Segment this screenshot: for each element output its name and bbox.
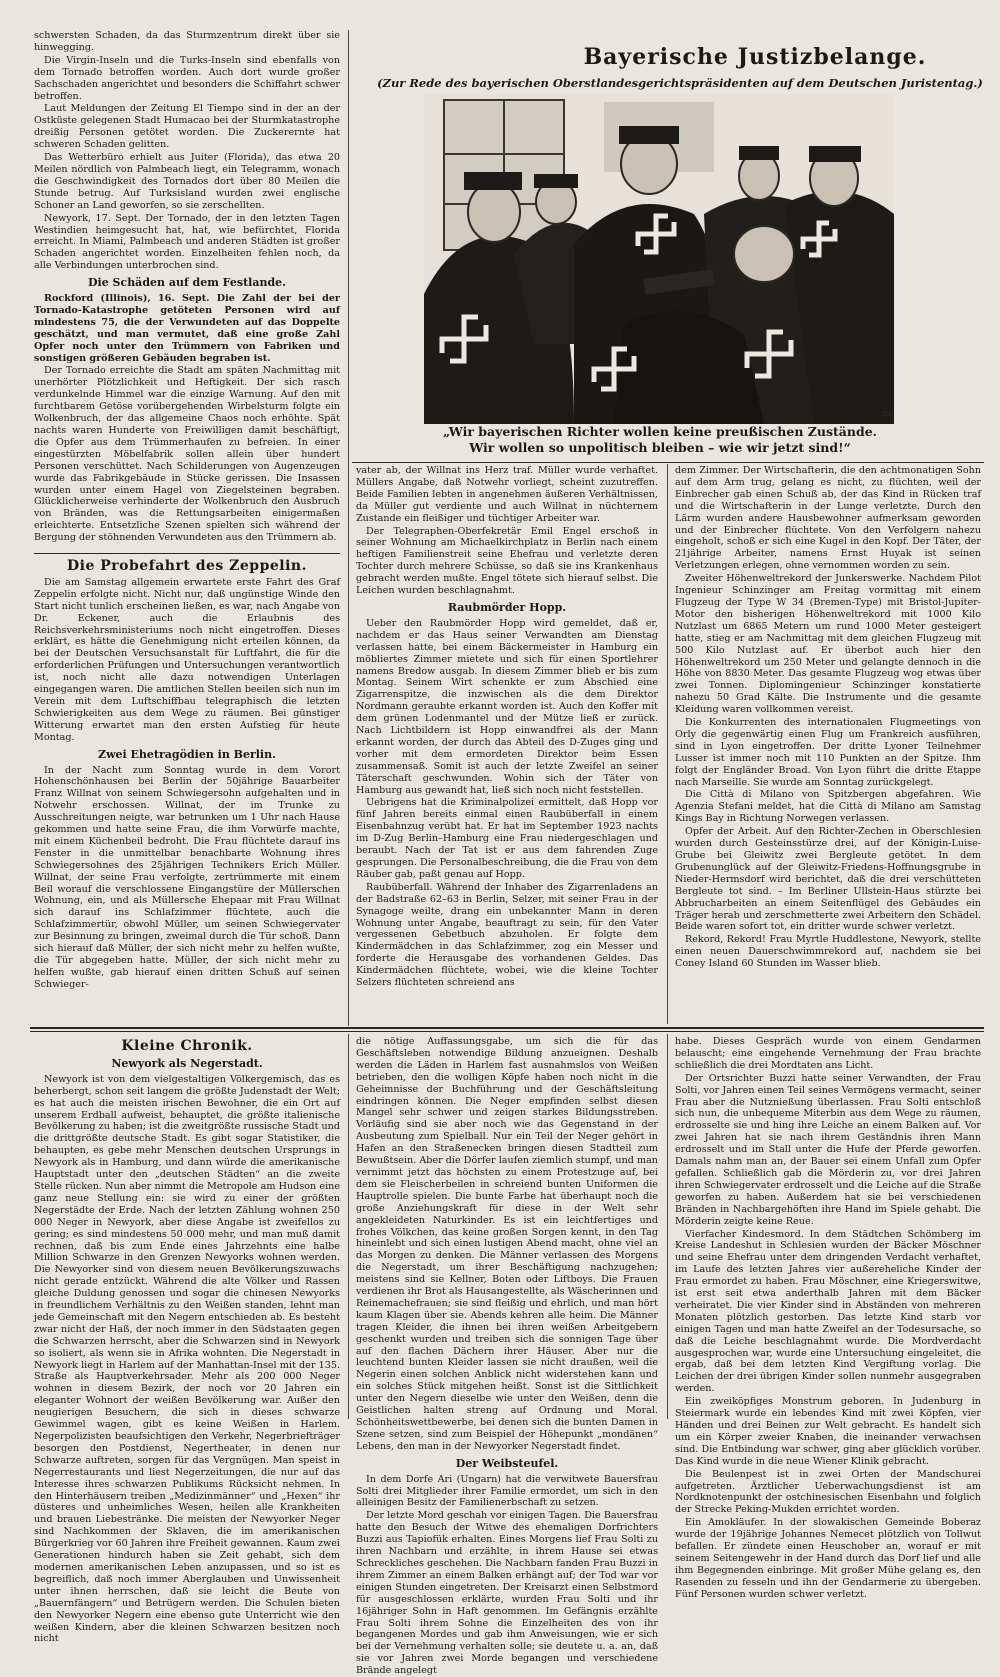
article-text: Rekord, Rekord! Frau Myrtle Huddlestone, Newyork, stellte einen neuen Dauerschwimmrekord auf, nachdem sie bei Coney Island 60 Stunden im Wasser blieb. <box>675 934 981 970</box>
article-text: Ein zweiköpfiges Monstrum geboren. In Judenburg in Steiermark wurde ein lebendes Kind mit zwei Köpfen, vier Händen und drei Beinen zur Welt gebracht. Es handelt sich um ein Körper zweier Knaben, die ineinander verwachsen sind. Die Entbindung war schwer, ging aber glücklich vorüber. Das Kind wurde in die neue Wiener Klinik gebracht. <box>675 1396 981 1467</box>
article-text: Laut Meldungen der Zeitung El Tiempo sind in der an der Ostküste gelegenen Stadt Humacao bei der Sturmkatastrophe dreißig Personen getötet worden. Die Zuckerernte hat schweren Schaden gelitten. <box>34 103 340 151</box>
column-bottom-right <box>675 1036 981 1600</box>
article-text: Die Konkurrenten des internationalen Flugmeetings von Orly die gegenwärtig einen Flug um Frankreich ausführen, sind in Lyon eingetroffen. Der dritte Lyoner Teilnehmer Lusser ist immer noch mit 110 Punkten an der Spitze. Ihm folgt der Engländer Broad. Von Lyon führt die dritte Etappe nach Marseille. Sie wurde am Sonntag zurückgelegt. <box>675 717 981 788</box>
divider <box>34 553 340 554</box>
article-text: Die am Samstag allgemein erwartete erste Fahrt des Graf Zeppelin erfolgte nicht. Nicht nur, daß ungünstige Winde den Start nicht tunlich erscheinen ließen, es war, nach Angabe von Dr. Eckener, auch die Erlaubnis des Reichsverkehrsministeriums noch nicht eingetroffen. Dieses erklärt, es hätte die Genehmigung nicht erteilen können, da bei der Deutschen Versuchsanstalt für Luftfahrt, die für die erforderlichen Prüfungen und Untersuchungen verantwortlich ist, noch nicht alle dazu notwendigen Unterlagen eingegangen waren. Die amtlichen Stellen beeilen sich nun im Verein mit dem Luftschiffbau telegraphisch die letzten Schwierigkeiten aus dem Wege zu räumen. Bei günstiger Witterung erwartet man den ersten Aufstieg für heute Montag. <box>34 576 340 743</box>
cartoon-illustration <box>424 94 894 424</box>
column-divider <box>667 464 668 1024</box>
svg-text:mj: mj <box>882 409 894 419</box>
article-text: In dem Dorfe Ari (Ungarn) hat die verwitwete Bauersfrau Solti drei Mitglieder ihrer Familie ermordet, um sich in den alleinigen Besitz der Familienerbschaft zu setzen. <box>356 1473 658 1509</box>
section-heading: Der Weibsteufel. <box>455 1456 559 1470</box>
article-text: dem Zimmer. Der Wirtschafterin, die den achtmonatigen Sohn auf dem Arm trug, gelang es nicht, zu flüchten, weil der Einbrecher gab einen Schuß ab, der das Kind in Rücken traf und die Wirtschafterin in der Lunge verletzte. Durch den Lärm wurden andere Hausbewohner aufmerksam geworden und der Einbrecher flüchtete. Von den Verfolgern nahezu eingeholt, schoß er sich eine Kugel in den Kopf. Der Täter, der 21jährige Arbeiter, namens Ernst Huyak ist seinen Verletzungen erlegen, ohne vernommen worden zu sein. <box>675 465 981 572</box>
article-text: In der Nacht zum Sonntag wurde in dem Vorort Hohenschönhausen bei Berlin der 50jährige Bauarbeiter Franz Willnat von seinem Schwiegersohn aufgehalten und in Notwehr erschossen. Willnat, der im Trunke zu Ausschreitungen neigte, war betrunken um 1 Uhr nach Hause gekommen und hatte seine Frau, die ihm Vorwürfe machte, mit einem Küchenbeil bedroht. Die Frau flüchtete darauf ins Fenster in die unmittelbar benachbarte Wohnung ihres Schwiegersohnes des 25jährigen Technikers Erich Müller. Willnat, der seine Frau verfolgte, zertrümmerte mit einem Beil worauf die verschlossene Eingangstüre der Müllerschen Wohnung, ein, und als Müllersche Ehepaar mit Frau Willnat sich darauf ins Schlafzimmer flüchtete, auch die Schlafzimmertür, obwohl Müller, um seinen Schwiegervater zur Besinnung zu bringen, zweimal durch die Tür schoß. Dann sich hierauf daß Müller, der sich nicht mehr zu helfen wußte, die Tür abgegeben hatte. Müller, der sich nicht mehr zu helfen wußte, gab hierauf einen dritten Schuß auf seinen Schwieger- <box>34 764 340 990</box>
column-bottom-left <box>34 1036 340 1645</box>
article-text: Der Telegraphen-Oberfekretär Emil Engel erschoß in seiner Wohnung am Michaelkirchplatz in Berlin nach einem heftigen Familienstreit seine Ehefrau und verletzte deren Tochter durch mehrere Schüsse, so daß sie ins Krankenhaus gebracht werden mußte. Engel tötete sich hierauf selbst. Die Leichen wurden beschlagnahmt. <box>356 525 658 597</box>
column-mid-left <box>34 556 340 1024</box>
article-text: Rockford (Illinois), 16. Sept. Die Zahl der bei der Tornado-Katastrophe getöteten Personen wird auf mindestens 75, die der Verwundeten auf das Doppelte geschätzt, und man vermutet, daß eine große Zahl Opfer noch unter den Trümmern von Fabriken und sonstigen größeren Gebäuden begraben ist. <box>34 293 340 364</box>
section-heading: Zwei Ehetragödien in Berlin. <box>98 747 276 761</box>
column-mid-right <box>675 465 981 1020</box>
article-text: Opfer der Arbeit. Auf den Richter-Zechen in Oberschlesien wurden durch Gesteinsstürze drei, auf der Königin-Luise-Grube bei Gleiwitz zwei Bergleute getötet. In dem Grubenunglück auf der Gleiwitz-Friedens-Hoffnungsgrube in Nieder-Hermsdorf wird berichtet, daß die drei verschütteten Bergleute tot sind. – Im Berliner Ullstein-Haus stürzte bei Abbrucharbeiten an einem Seitenflügel des Gebäudes ein Träger herab und zerschmetterte zwei Arbeitern den Schädel. Beide waren sofort tot, ein dritter wurde schwer verletzt. <box>675 826 981 933</box>
article-text: schwersten Schaden, da das Sturmzentrum direkt über sie hinwegging. <box>34 30 340 53</box>
article-text: Uebrigens hat die Kriminalpolizei ermittelt, daß Hopp vor fünf Jahren bereits einmal einen Raubüberfall in einem Eisenbahnzug verübt hat. Er hat im September 1923 nachts im D-Zug Berlin–Hamburg eine Frau niedergeschlagen und beraubt. Nach der Tat ist er aus dem fahrenden Zuge gesprungen. Die Personalbeschreibung, die die Frau von dem Räuber gab, paßt genau auf Hopp. <box>356 797 658 880</box>
article-text: Der Ortsrichter Buzzi hatte seiner Verwandten, der Frau Solti, vor Jahren einen Teil seines Vermögens vermacht, seiner Frau aber die Nutznießung überlassen. Frau Solti entschloß sich nun, die unbequeme Miterbin aus dem Wege zu räumen, erdrosselte sie und hing ihre Leiche an einem Balken auf. Vor zwei Jahren hat sie nach ihrem Geständnis ihren Mann erdrosselt und im Stall unter die Hufe der Pferde geworfen. Damals nahm man an, der Bauer sei einem Unfall zum Opfer gefallen. Schließlich gab die Mörderin zu, vor drei Jahren ihren Schwiegervater erdrosselt und die Leiche auf die Straße geworfen zu haben. Außerdem hat sie bei verschiedenen Bränden in Nachbargehöften ihre Hand im Spiele gehabt. Die Mörderin zeigte keine Reue. <box>675 1072 981 1227</box>
column-top-left <box>34 30 340 552</box>
divider <box>352 462 984 463</box>
article-text: Newyork, 17. Sept. Der Tornado, der in den letzten Tagen Westindien heimgesucht hat, hat, wie befürchtet, Florida erreicht. In Miami, Palmbeach und anderen Städten ist großer Schaden angerichtet worden. Einzelheiten fehlen noch, da alle Verbindungen unterbrochen sind. <box>34 212 340 272</box>
article-text: Ein Amokläufer. In der slowakischen Gemeinde Boberaz wurde der 19jährige Johannes Nemecet plötzlich von Tollwut befallen. Er zündete einen Heuschober an, worauf er mit seinem Seitengewehr in der Hand durch das Dorf lief und alle ihm Begegnenden einbringe. Mit großer Mühe gelang es, den Rasenden zu fesseln und ihn der Gendarmerie zu übergeben. Fünf Personen wurden schwer verletzt. <box>675 1517 981 1600</box>
section-heading: Die Schäden auf dem Festlande. <box>88 276 286 290</box>
article-text: Vierfacher Kindesmord. In dem Städtchen Schömberg im Kreise Landeshut in Schlesien wurden der Bäcker Möschner und seine Ehefrau unter dem dringenden Verdacht verhaftet, im Laufe des letzten Jahres vier außereheliche Kinder der Frau ermordet zu haben. Frau Möschner, eine Kriegerswitwe, ist erst seit etwa anderthalb Jahren mit dem Bäcker verheiratet. Die vier Kinder sind in Abständen von mehreren Monaten plötzlich gestorben. Das letzte Kind starb vor einigen Tagen und man hatte Zweifel an der Todesursache, so daß die Leiche beschlagnahmt wurde. Die Mordverdacht ausgesprochen war, wurde eine Untersuchung eingeleitet, die ergab, daß bei dem letzten Kind Vergiftung vorlag. Die Leichen der drei übrigen Kinder sollen nunmehr ausgegraben werden. <box>675 1228 981 1395</box>
article-text: Newyork ist von dem vielgestaltigen Völkergemisch, das es beherbergt, schon seit langem die größte Judenstadt der Welt; es hat auch die meisten irischen Bewohner, die ein Ort auf unserem Erdball aufweist, behauptet, die größte italienische Bevölkerung zu haben; ist die zweitgrößte russische Stadt und die drittgrößte deutsche Stadt. Es gibt sogar Statistiker, die behaupten, es gebe mehr Menschen deutschen Ursprungs in Newyork als in Hamburg, und dann würde die amerikanische Hauptstadt unter den „deutschen Städten“ an die zweite Stelle rücken. Nun aber nimmt die Metropole am Hudson eine ganz neue Stellung ein: sie wird zu einer der größten Negerstädte der Erde. Nach der letzten Zählung wohnen 250 000 Neger in Newyork, aber diese Angabe ist zweifellos zu gering; es sind mindestens 50 000 mehr, und man muß damit rechnen, daß bis zum Ende eines Jahrzehnts eine halbe Million Schwarze in den Grenzen Newyorks wohnen werden. Die Newyorker sind von diesem neuen Bevölkerungszuwachs nicht gerade entzückt. Während die alte Völker und Rassen gleiche Duldung genossen und sogar die chinesen Newyorks in freundlichem Verhältnis zu den Weißen standen, lehnt man jede Gemeinschaft mit den Negern entschieden ab. Es besteht zwar nicht der Haß, der noch immer in den Südstaaten gegen die Schwarzen herrscht, aber die Schwarzen sind in Newyork so isoliert, als wenn sie in Afrika wohnten. Die Negerstadt in Newyork liegt in Harlem auf der Manhattan-Insel mit der 135. Straße als Hauptverkehrsader. Mehr als 200 000 Neger wohnen in diesem Bezirk, der noch vor 20 Jahren ein eleganter Wohnort der weißen Bevölkerung war. Außer den neugierigen Besuchern, die sich in dieses schwarze Gewimmel wagen, gibt es keine Weißen in Harlem. Negerpolizisten beaufsichtigen den Verkehr, Negerbriefträger besorgen den Postdienst, Negertheater, in denen nur Schwarze auftreten, sorgen für das Vergnügen. Man speist in Negerrestaurants und liest Negerzeitungen, die nur auf das Interesse ihres schwarzen Publikums Rücksicht nehmen. In den Hinterhäusern treiben „Medizinmänner“ und „Hexen“ ihr düsteres und unheimliches Wesen, heilen alle Krankheiten und brauen Liebestränke. Die meisten der Newyorker Neger sind Nachkommen der Sklaven, die im amerikanischen Bürgerkrieg vor 60 Jahren ihre Freiheit gewannen. Kaum zwei Generationen hindurch haben sie Zeit gehabt, sich dem modernen amerikanischen Leben anzupassen, und so ist es begreiflich, daß noch immer Aberglauben und Unwissenheit unter ihnen herrschen, daß sie leicht die Beute von „Bauernfängern“ und Betrügern werden. Die Schulen bieten den Newyorker Negern eine ebenso gute Unterricht wie den weißen Kindern, aber die kleinen Schwarzen besitzen noch nicht <box>34 1073 340 1645</box>
section-heading: Raubmörder Hopp. <box>447 600 567 614</box>
article-text: Die Virgin-Inseln und die Turks-Inseln sind ebenfalls von dem Tornado betroffen worden. Auch dort wurde großer Sachschaden angerichtet und besonders die Schiffahrt schwer betroffen. <box>34 54 340 102</box>
column-divider <box>348 30 349 1026</box>
article-text: Zweiter Höhenweltrekord der Junkerswerke. Nachdem Pilot Ingenieur Schinzinger am Freitag vormittag mit einem Flugzeug der Type W 34 (Bremen-Type) mit Bristol-Jupiter-Motor den bisherigen Höhenweltrekord mit 1000 Kilo Nutzlast um 6865 Metern um rund 1000 Meter gesteigert hatte, stieg er am Nachmittag mit dem gleichen Flugzeug mit 500 Kilo Nutzlast auf. Er überbot auch hier den Höhenweltrekord um 250 Meter und gelangte dennoch in die Höhe von 8830 Meter. Das gesamte Flugzeug wog etwas über zwei Tonnen. Diplomingenieur Schinzinger konstatierte nahezu 50 Grad Kälte. Die Instrumente und die gesamte Kleidung waren vollkommen vereist. <box>675 573 981 716</box>
article-text: habe. Dieses Gespräch wurde von einem Gendarmen belauscht; eine eingehende Vernehmung der Frau brachte schließlich die drei Mordtaten ans Licht. <box>675 1036 981 1071</box>
cartoon-caption: „Wir bayerischen Richter wollen keine preußischen Zustände. Wir wollen so unpolitisch bleiben – wie wir jetzt sind!“ <box>442 424 878 455</box>
column-divider <box>348 1034 349 1419</box>
section-subheading: Newyork als Negerstadt. <box>111 1056 263 1070</box>
column-mid-center <box>356 465 658 1020</box>
column-bottom-center <box>356 1036 658 1677</box>
article-text: vater ab, der Willnat ins Herz traf. Müller wurde verhaftet. Müllers Angabe, daß Notwehr vorliegt, scheint zuzutreffen. Beide Familien lebten in angenehmen äußeren Verhältnissen, da Müller gut verdiente und auch Willnat in nüchternem Zustande ein fleißiger und tüchtiger Arbeiter war. <box>356 465 658 524</box>
article-text: Der letzte Mord geschah vor einigen Tagen. Die Bauersfrau hatte den Besuch der Witwe des ehemaligen Dorfrichters Buzzi aus Tapiofük erhalten. Eines Morgens lief Frau Solti zu ihren Nachbarn und erzählte, in ihrem Hause sei etwas Schreckliches geschehen. Die Nachbarn fanden Frau Buzzi in ihrem Zimmer an einem Balken erhängt auf; der Tod war vor einigen Stunden eingetreten. Der Kreisarzt einen Selbstmord für ausgeschlossen erklärte, wurden Frau Solti und ihr 16jähriger Sohn in Haft genommen. Im Gefängnis erzählte Frau Solti ihrem Sohne die Einzelheiten des von ihr begangenen Mordes und gab ihm Anweisungen, wie er sich bei der Vernehmung verhalten solle; sie deutete u. a. an, daß sie vor Jahren zwei Morde begangen und verschiedene Brände angelegt <box>356 1510 658 1677</box>
section-heading: Die Probefahrt des Zeppelin. <box>67 558 307 574</box>
article-text: Die Città di Milano von Spitzbergen abgefahren. Wie Agenzia Stefani meldet, hat die Città di Milano am Samstag Kings Bay in Richtung Norwegen verlassen. <box>675 789 981 825</box>
cartoon-title: Bayerische Justizbelange. <box>583 44 927 70</box>
section-divider <box>30 1027 984 1029</box>
article-text: Das Wetterbüro erhielt aus Juiter (Florida), das etwa 20 Meilen nördlich von Palmbeach liegt, ein Telegramm, wonach die Geschwindigkeit des Tornados dort über 80 Meilen die Stunde betrug. Auf Turksisland wurden zwei englische Schoner an Land geworfen, so sie zerschellten. <box>34 152 340 211</box>
article-text: Der Tornado erreichte die Stadt am späten Nachmittag mit unerhörter Plötzlichkeit und Heftigkeit. Der sich rasch verdunkelnde Himmel war die einzige Warnung. Auf den mit furchtbarem Getöse vorübergehenden Wirbelsturm folgte ein Wolkenbruch, der das allgemeine Chaos noch erhöhte. Spät nachts waren Hunderte von Freiwilligen damit beschäftigt, die Opfer aus dem Trümmerhaufen zu befreien. In einer eingestürzten Möbelfabrik sollen allein über hundert Personen verschüttet. Nach Schilderungen von Augenzeugen wurde das Fabrikgebäude in Stücke gerissen. Die Insassen wurden unter einem Hagel von Ziegelsteinen begraben. Glücklicherweise verhinderte der Wolkenbruch den Ausbruch von Bränden, was die Rettungsarbeiten einigermaßen erleichterte. Entsetzliche Szenen spielten sich während der Bergung der stöhnenden Verwundeten aus den Trümmern ab. <box>34 365 340 544</box>
article-text: Die Beulenpest ist in zwei Orten der Mandschurei aufgetreten. Ärztlicher Ueberwachungsdienst ist am Nordknotenpunkt der ostchinesischen Eisenbahn und folglich der Strecke Peking-Mukden errichtet worden. <box>675 1468 981 1516</box>
article-text: Raubüberfall. Während der Inhaber des Zigarrenladens an der Badstraße 62–63 in Berlin, Selzer, mit seiner Frau in der Synagoge weilte, drang ein unbekannter Mann in deren Wohnung unter Angabe, beauftragt zu sein, für den Vater vergessenen Gebetbuch abzuholen. Er folgte dem Kindermädchen in das Schlafzimmer, zog ein Messer und forderte die Herausgabe des vorhandenen Geldes. Das Kindermädchen flüchtete, wobei, wie die kleine Tochter Selzers flüchteten schreiend ans <box>356 881 658 989</box>
article-text: Ueber den Raubmörder Hopp wird gemeldet, daß er, nachdem er das Haus seiner Verwandten am Dienstag verlassen hatte, bei einem Bäckermeister in Hamburg ein möbliertes Zimmer mietete und sich für einen Sportlehrer namens Bredow ausgab. In diesem Zimmer blieb er bis zum Montag. Seinem Wirt schenkte er zum Abschied eine Zigarrenspitze, die inzwischen als die dem Direktor Nordmann geraubte erkannt worden ist. Auch den Koffer mit dem grünen Lodenmantel und der Mütze ließ er zurück. Nach Lichtbildern ist Hopp einwandfrei als der Mann erkannt worden, der durch das Abteil des D-Zuges ging und vorher mit dem ermordeten Direktor beim Essen zusammensaß. Somit ist auch der letzte Zweifel an seiner Täterschaft geschwunden. Wohin sich der Täter von Hamburg aus gewandt hat, ließ sich noch nicht feststellen. <box>356 617 658 796</box>
cartoon-subtitle: (Zur Rede des bayerischen Oberstlandesgerichtspräsidenten auf dem Deutschen Juristentag.) <box>377 76 983 90</box>
section-divider <box>30 1031 984 1032</box>
column-divider <box>667 1034 668 1419</box>
section-heading: Kleine Chronik. <box>121 1038 253 1054</box>
article-text: die nötige Auffassungsgabe, um sich die für das Geschäftsleben notwendige Bildung anzueignen. Deshalb werden die Läden in Harlem fast ausnahmslos von Weißen betrieben, den die wolligen Köpfe haben noch nicht in die Geheimnisse der Buchführung und der Geschäftsleitung eindringen können. Die Neger empfinden selbst diesen Mangel sehr schwer und zeigen starkes Bildungsstreben. Vorläufig sind sie aber noch wie das Gegenstand in der Ausbeutung zum Spielball. Nur ein Teil der Neger gehört in Hafen an den Straßenecken bringen diesen Stadtteil zum Bewußtsein. Aber die Dörfer laufen ziemlich stumpf, und man vernimmt jetzt das höchsten zu einem Protestzuge auf, bei dem sie Fleischerbeilen in schreiend bunten Uniformen die Hauptrolle spielen. Die bunte Farbe hat überhaupt noch die große Anziehungskraft für diese in der Welt sehr angekleideten Naturkinder. Es ist ein leichtfertiges und frohes Völkchen, das keine großen Sorgen kennt, in den Tag hineinlebt und sich einen lustigen Abend macht, ohne viel an das Morgen zu denken. Die Männer verlassen des Morgens die Negerstadt, um ihrer Beschäftigung nachzugehen; meistens sind sie Kellner, Boten oder Liftboys. Die Frauen verdienen ihr Brot als Hausangestellte, als Wäscherinnen und Reinemachefrauen; sie sind fleißig und ehrlich, und man hört kaum Klagen über sie. Abends kehren alle heim. Die Männer tragen Kleider, die ihnen bei ihren weißen Arbeitgebern geschenkt wurden und treiben sich die sonnigen Tage über auf den flachen Dächern ihrer Häuser. Aber nur die leuchtend bunten Kleider lassen sie nicht draußen, weil die Negerin einen solchen Anblick nicht widerstehen kann und ein solches Stück mitgehen heißt. Sonst ist die Sittlichkeit unter den Negern dieselbe wie unter den Weißen, denn die Geistlichen halten streng auf Ordnung und Moral. Schönheitswettbewerbe, bei denen sich die bunten Damen in Szene setzen, sind zum Beispiel der Höhepunkt „mondänen“ Lebens, den man in der Newyorker Negerstadt findet. <box>356 1036 658 1452</box>
